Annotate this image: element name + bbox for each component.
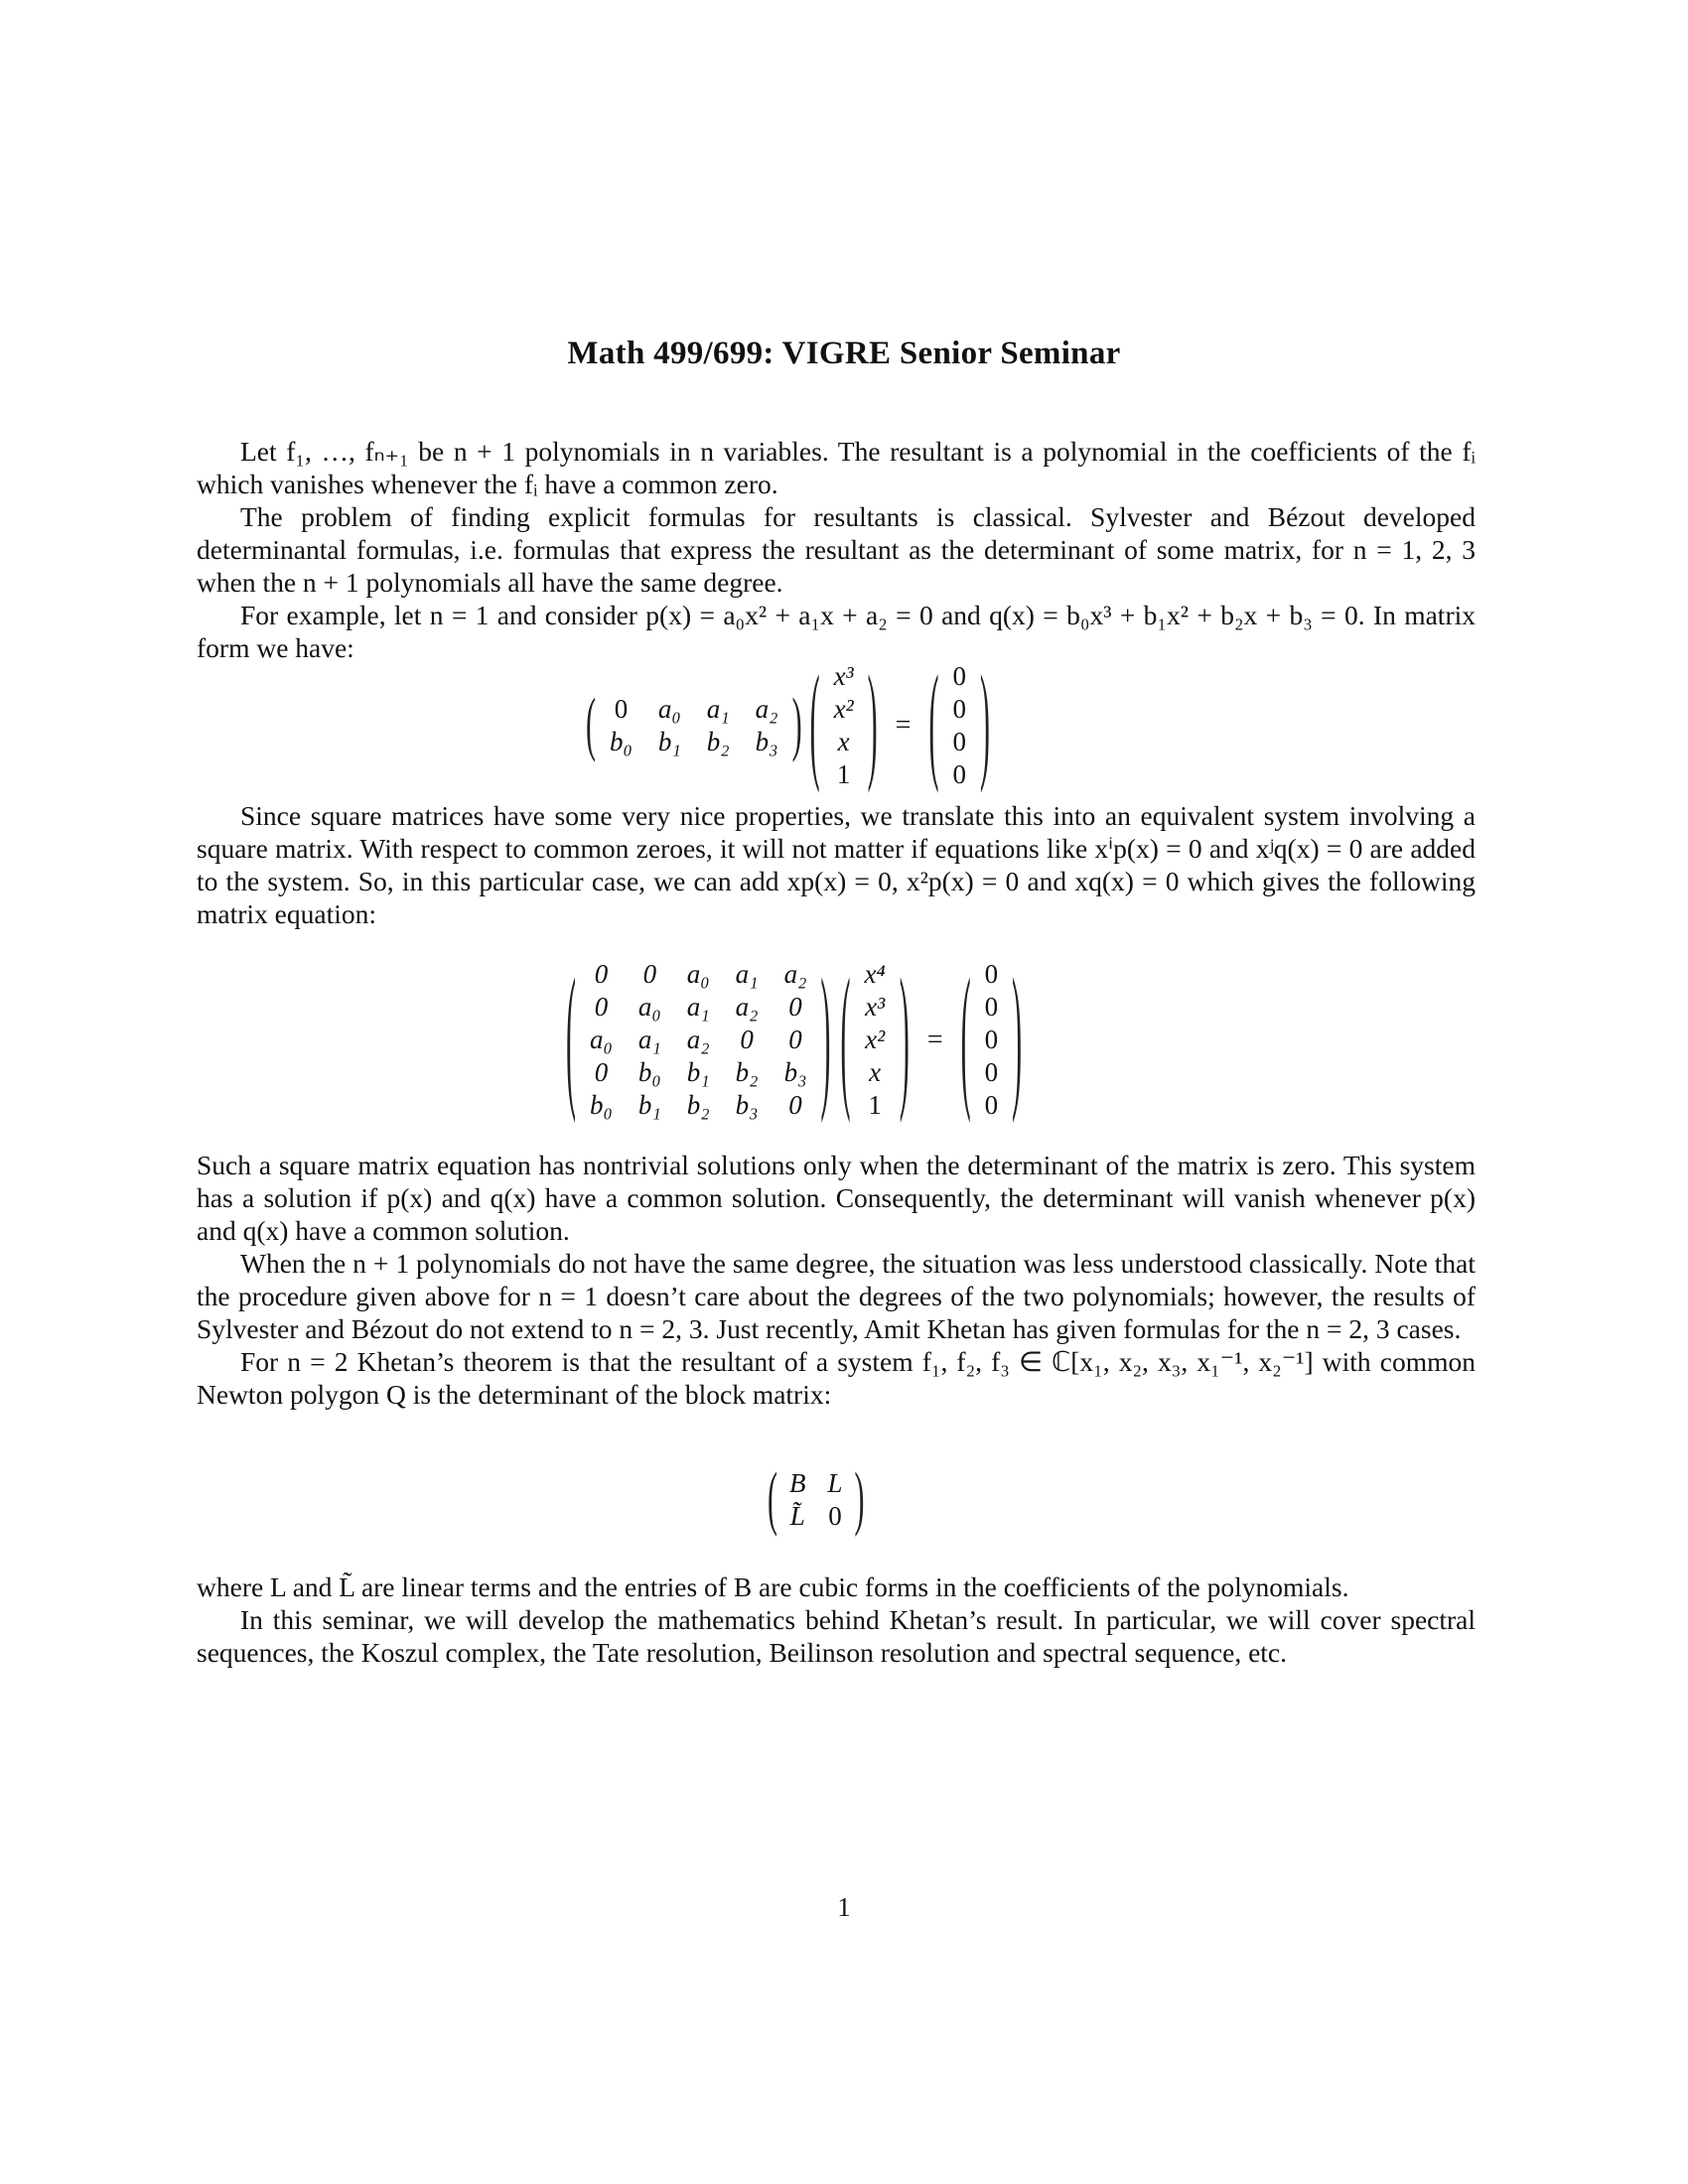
page-number: 1 [837, 1892, 851, 1922]
rhs-cell: 0 [952, 759, 966, 789]
matrix-cell: b₂ [706, 727, 730, 756]
matrix-cell: 0 [594, 1057, 609, 1087]
matrix-cell: b₃ [735, 1090, 759, 1120]
right-paren: ) [854, 1459, 865, 1539]
right-paren: ) [791, 685, 802, 764]
matrix-cell: 0 [642, 959, 657, 989]
matrix-cell: 0 [788, 1090, 802, 1120]
matrix-cell: a₁ [735, 959, 759, 989]
matrix-cell: b₃ [783, 1057, 807, 1087]
matrix-cell: a₁ [686, 992, 710, 1022]
matrix-cell: a₂ [686, 1024, 710, 1054]
determinant-section [197, 1149, 1476, 1411]
left-paren: ( [768, 1459, 777, 1539]
matrix-cell: 0 [594, 992, 609, 1022]
matrix-cell: a₂ [783, 959, 807, 989]
vector-cell: x³ [833, 661, 854, 691]
matrix-cell: 0 [614, 694, 629, 724]
left-paren: ( [960, 948, 971, 1126]
left-paren: ( [928, 651, 939, 796]
matrix-cell: b₀ [610, 727, 633, 756]
matrix-cell: b₀ [590, 1090, 613, 1120]
matrix-cell: 0 [788, 992, 802, 1022]
matrix-cell: a₀ [686, 959, 710, 989]
square-matrix-section [197, 799, 1476, 930]
vector-cell: x⁴ [864, 959, 886, 989]
matrix-cell: a₁ [637, 1024, 661, 1054]
intro-section [197, 435, 1476, 664]
rhs-cell: 0 [984, 1057, 999, 1087]
paragraph-7: For n = 2 Khetan’s theorem is that the resultant of a system f₁, f₂, f₃ ∈ ℂ[x₁, x₂, x₃, x₁⁻¹, x₂⁻¹] with common Newton polygon Q is the determinant of the block matrix: [197, 1346, 1476, 1410]
paragraph-1: Let f₁, …, fₙ₊₁ be n + 1 polynomials in n variables. The resultant is a polynomial in the coefficients of the fᵢ which vanishes whenever the fᵢ have a common zero. [197, 436, 1476, 499]
matrix-cell: 0 [788, 1024, 802, 1054]
right-paren: ) [899, 948, 910, 1126]
right-paren: ) [820, 948, 831, 1126]
matrix-cell: b₃ [755, 727, 778, 756]
left-paren: ( [566, 948, 576, 1126]
block-matrix [768, 1459, 865, 1539]
vector-cell: x [837, 727, 850, 756]
paragraph-4: Since square matrices have some very nice properties, we translate this into an equivalent system involving a square matrix. With respect to common zeroes, it will not matter if equations like xⁱp(x) = 0 and xʲq(x) = 0 are added to the system. So, in this particular case, we can add xp(x) = 0, x²p(x) = 0 and xq(x) = 0 which gives the following matrix equation: [197, 800, 1476, 929]
conclusion-section [197, 1570, 1476, 1669]
rhs-cell: 0 [952, 694, 966, 724]
matrix-cell: b₁ [637, 1090, 661, 1120]
matrix-cell: b₁ [657, 727, 681, 756]
right-paren: ) [979, 651, 990, 796]
rhs-cell: 0 [984, 992, 999, 1022]
matrix-cell: 0 [594, 959, 609, 989]
matrix-cell: b₀ [637, 1057, 661, 1087]
paragraph-5: Such a square matrix equation has nontrivial solutions only when the determinant of the matrix is zero. This system has a solution if p(x) and q(x) have a common solution. Consequently, the determinant will vanish whenever p(x) and q(x) have a common solution. [197, 1150, 1476, 1246]
matrix-cell: a₀ [637, 992, 661, 1022]
right-paren: ) [867, 651, 878, 796]
vector-cell: 1 [836, 759, 851, 789]
left-paren: ( [840, 948, 851, 1126]
rhs-cell: 0 [952, 661, 966, 691]
matrix-cell: a₁ [706, 694, 730, 724]
matrix-cell: b₁ [686, 1057, 710, 1087]
equals-sign: = [926, 1024, 943, 1055]
rhs-cell: 0 [984, 1024, 999, 1054]
paragraph-6: When the n + 1 polynomials do not have the same degree, the situation was less understood classically. Note that the procedure given above for n = 1 doesn’t care about the degrees of the two polynomials; however, the results of Sylvester and Bézout do not extend to n = 2, 3. Just recently, Amit Khetan has given formulas for the n = 2, 3 cases. [197, 1248, 1476, 1344]
vector-cell: x³ [865, 992, 886, 1022]
rhs-cell: 0 [984, 959, 999, 989]
equals-sign: = [895, 710, 912, 741]
paragraph-8: where L and L̃ are linear terms and the entries of B are cubic forms in the coefficients of the polynomials. [197, 1571, 1349, 1602]
paragraph-2: The problem of finding explicit formulas for resultants is classical. Sylvester and Bézout developed determinantal formulas, i.e. formulas that express the resultant as the determinant of some matrix, for n = 1, 2, 3 when the n + 1 polynomials all have the same degree. [197, 501, 1476, 598]
matrix-cell: a₀ [657, 694, 681, 724]
matrix-cell: b₂ [735, 1057, 759, 1087]
paragraph-3: For example, let n = 1 and consider p(x) = a₀x² + a₁x + a₂ = 0 and q(x) = b₀x³ + b₁x² + b₂x + b₃ = 0. In matrix form we have: [197, 600, 1476, 663]
block-cell: L [827, 1468, 843, 1498]
matrix-equation-2 [566, 948, 1023, 1126]
right-paren: ) [1012, 948, 1023, 1126]
matrix-cell: a₂ [735, 992, 759, 1022]
matrix-cell: b₂ [686, 1090, 710, 1120]
block-cell: L̃ [789, 1501, 805, 1531]
block-cell: B [789, 1468, 806, 1498]
left-paren: ( [809, 651, 820, 796]
matrix-cell: a₀ [590, 1024, 613, 1054]
block-cell: 0 [828, 1501, 842, 1531]
vector-cell: x² [833, 694, 854, 724]
matrix-cell: a₂ [755, 694, 778, 724]
vector-cell: 1 [868, 1090, 882, 1120]
vector-cell: x² [865, 1024, 886, 1054]
matrix-cell: 0 [740, 1024, 754, 1054]
rhs-cell: 0 [952, 727, 966, 756]
left-paren: ( [586, 685, 596, 764]
matrix-equation-1 [586, 651, 990, 796]
rhs-cell: 0 [984, 1090, 999, 1120]
paragraph-9: In this seminar, we will develop the mathematics behind Khetan’s result. In particular, we will cover spectral sequences, the Koszul complex, the Tate resolution, Beilinson resolution and spectral sequence, etc. [197, 1604, 1476, 1668]
page-title: Math 499/699: VIGRE Senior Seminar [567, 336, 1121, 371]
vector-cell: x [869, 1057, 882, 1087]
